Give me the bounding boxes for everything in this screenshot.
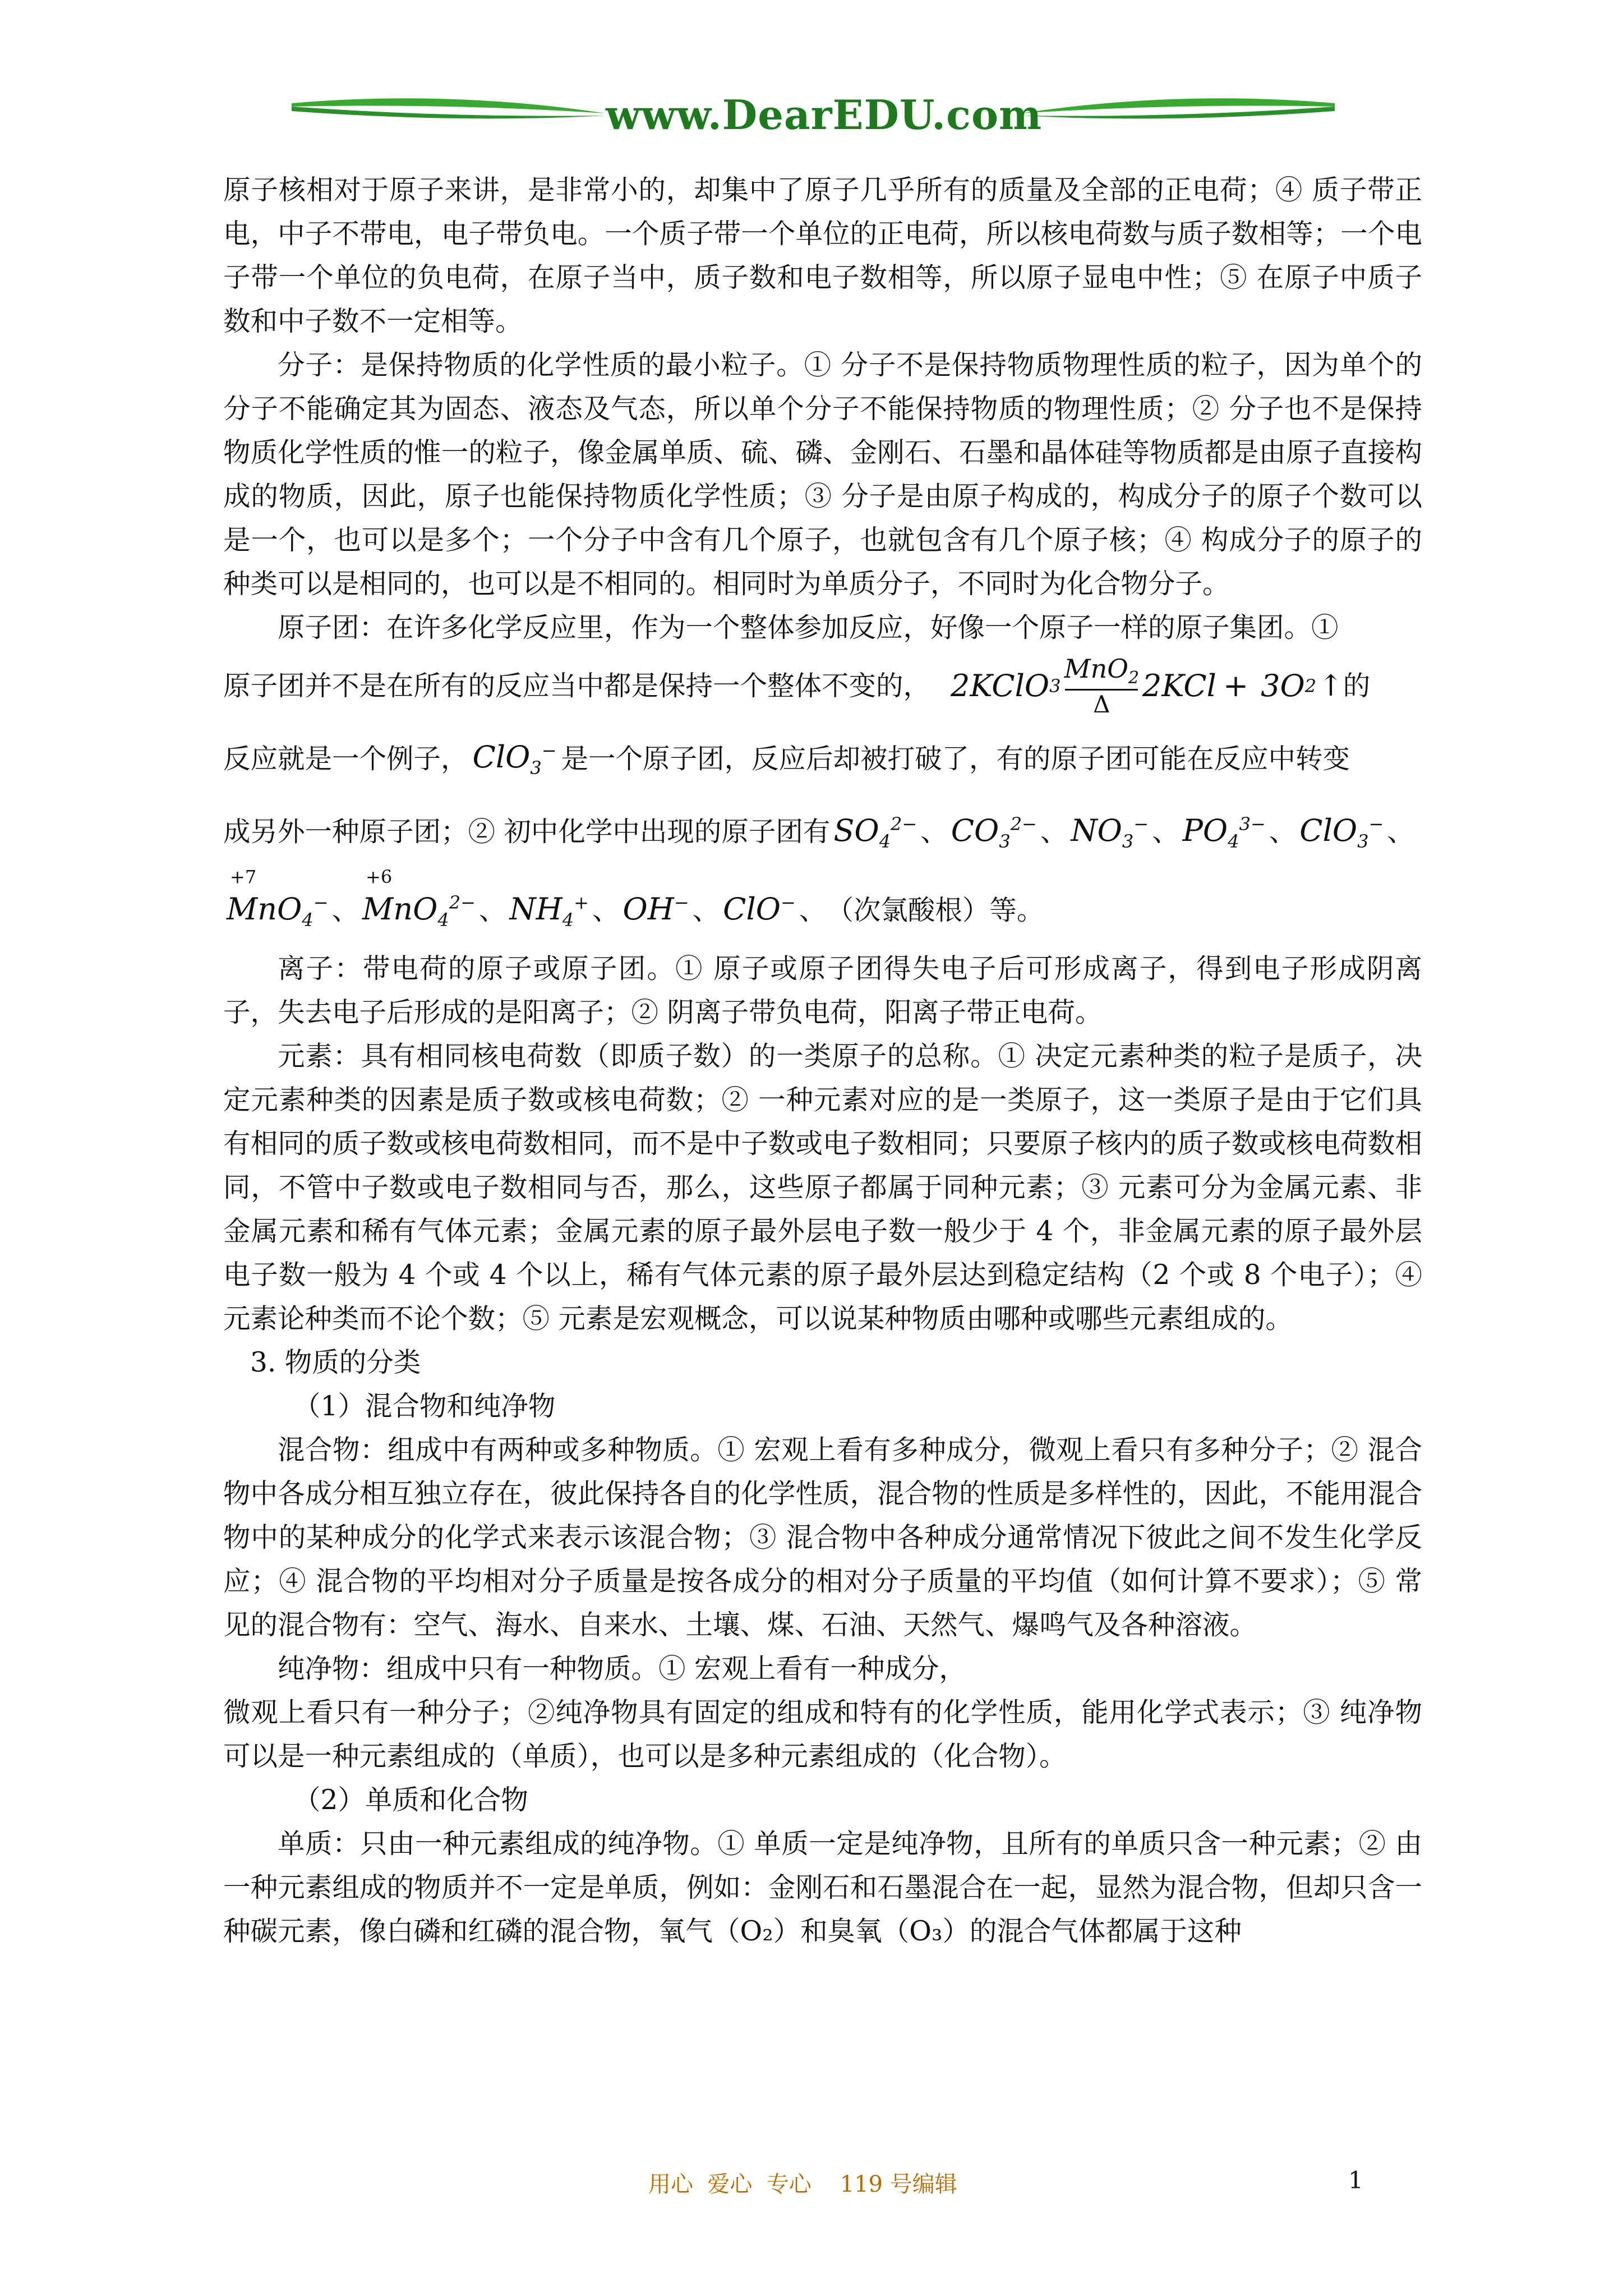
paragraph-radical-intro: 原子团：在许多化学反应里，作为一个整体参加反应，好像一个原子一样的原子集团。①: [278, 612, 1339, 643]
eq-r1-formula: KCl: [1161, 668, 1216, 703]
paragraph-element: 元素：具有相同核电荷数（即质子数）的一类原子的总称。① 决定元素种类的粒子是质子，决定元素种类的因素是质子数或核电荷数；② 一种元素对应的是一类原子，这一类原子是由于它们具有相同的质子数或核电荷数相同，而不是中子数或电子数相同；只要原子核内的质子数或核电荷数相同，不管中子数或电子数相同与否，那么，这些原子都属于同种元素；③ 元素可分为金属元素、非金属元素和稀有气体元素；金属元素的原子最外层电子数一般少于 4 个，非金属元素的原子最外层电子数一般为 4 个或 4 个以上，稀有气体元素的原子最外层达到稳定结构（2 个或 8 个电子）；④ 元素论种类而不论个数；⑤ 元素是宏观概念，可以说某种物质由哪种或哪些元素组成的。: [223, 1041, 1422, 1335]
ion-list-2: [223, 866, 827, 932]
eq-left-coef: 2: [951, 668, 970, 703]
subheading-element-compound: （2）单质和化合物: [293, 1784, 528, 1816]
radical-text-d: 是一个原子团，反应后却被打破了，有的原子团可能在反应中转变: [561, 743, 1350, 775]
ion-list-line-1: [223, 795, 1422, 868]
ion-separator: 、: [799, 895, 827, 926]
ion-list-1: [830, 810, 1414, 854]
paragraph-mixture: 混合物：组成中有两种或多种物质。① 宏观上看有多种成分，微观上看只有多种分子；② 混合物中各成分相互独立存在，彼此保持各自的化学性质，混合物的性质是多样性的，因此，不能用混合物中的某种成分的化学式来表示该混合物；③ 混合物中各种成分通常情况下彼此之间不发生化学反应；④ 混合物的平均相对分子质量是按各成分的相对分子质量的平均值（如何计算不要求）；⑤ 常见的混合物有：空气、海水、自来水、土壤、煤、石油、天然气、爆鸣气及各种溶液。: [223, 1434, 1422, 1641]
ion-formula: +6 MnO$_4^{2-}$: [362, 866, 476, 931]
ion-formula: ClO$_3$−: [1299, 813, 1384, 852]
paragraph-pure-b: 微观上看只有一种分子；②纯净物具有固定的组成和特有的化学性质，能用化学式表示；③ 纯净物可以是一种元素组成的（单质），也可以是多种元素组成的（化合物）。: [223, 1697, 1422, 1772]
hypochlorite-note: （次氯酸根）等。: [826, 895, 1044, 926]
ion-separator: 、: [1387, 816, 1414, 848]
oxidation-state: +6: [366, 866, 393, 887]
ion-formula: $NO_3^-$: [1071, 813, 1149, 852]
gas-arrow-icon: ↑: [1318, 669, 1343, 703]
ion-separator: 、: [1269, 816, 1297, 848]
radical-text-b: 的: [1343, 670, 1371, 702]
radical-text-e: 成另外一种原子团；② 初中化学中出现的原子团有: [223, 816, 831, 848]
eq-plus: +: [1223, 668, 1249, 703]
site-header: [292, 84, 1335, 146]
ion-separator: 、: [920, 816, 948, 848]
paragraph-molecule: 分子：是保持物质的化学性质的最小粒子。① 分子不是保持物质物理性质的粒子，因为单个的分子不能确定其为固态、液态及气态，所以单个分子不能保持物质的物理性质；② 分子也不是保持物质化学性质的惟一的粒子，像金属单质、硫、磷、金刚石、石墨和晶体硅等物质都是由原子直接构成的物质，因此，原子也能保持物质化学性质；③ 分子是由原子构成的，构成分子的原子个数可以是一个，也可以是多个；一个分子中含有几个原子，也就包含有几个原子核；④ 构成分子的原子的种类可以是相同的，也可以是不相同的。相同时为单质分子，不同时为化合物分子。: [223, 349, 1422, 600]
subheading-mixture-pure: （1）混合物和纯净物: [293, 1391, 556, 1422]
ion-formula: $PO_4^{3-}$: [1182, 813, 1266, 852]
paragraph-nucleus: 原子核相对于原子来讲，是非常小的，却集中了原子几乎所有的质量及全部的正电荷；④ 质子带正电，中子不带电，电子带负电。一个质子带一个单位的正电荷，所以核电荷数与质子数相等；一个电子带一个单位的负电荷，在原子当中，质子数和电子数相等，所以原子显电中性；⑤ 在原子中质子数和中子数不一定相等。: [223, 174, 1422, 337]
ion-separator: 、: [692, 895, 720, 926]
site-logo-text[interactable]: www.DearEDU.com: [606, 91, 1043, 139]
ion-formula: $CO_3^{2-}$: [951, 813, 1037, 852]
ion-separator: 、: [1040, 816, 1068, 848]
ion-formula: $NH_4^+$: [509, 891, 589, 931]
catalyst-sub: 2: [1128, 668, 1140, 688]
eq-left-formula: KClO: [970, 668, 1050, 703]
page-footer: [0, 2166, 1623, 2200]
ion-separator: 、: [478, 895, 506, 926]
section-heading-classification: 3. 物质的分类: [250, 1347, 421, 1378]
ion-formula: $SO_4^{2-}$: [833, 813, 917, 852]
radical-text-c: 反应就是一个例子，: [223, 743, 468, 775]
paragraph-ion: 离子：带电荷的原子或原子团。① 原子或原子团得失电子后可形成离子，得到电子形成阴离子，失去电子后形成的是阳离子；② 阴离子带负电荷，阳离子带正电荷。: [223, 953, 1422, 1028]
equation-line: [223, 650, 1422, 723]
eq-r1-coef: 2: [1142, 668, 1162, 703]
ion-formula: OH−: [623, 891, 689, 927]
heat-symbol: Δ: [1093, 691, 1110, 719]
eq-r2-sub: 2: [1304, 675, 1317, 697]
chemical-equation: [951, 653, 1343, 719]
eq-r2-formula: O: [1280, 668, 1305, 703]
ion-separator: 、: [592, 895, 620, 926]
reaction-condition: [1064, 653, 1140, 719]
radical-example-line: [223, 723, 1422, 795]
eq-r2-coef: 3: [1261, 668, 1280, 703]
paragraph-element-substance: 单质：只由一种元素组成的纯净物。① 单质一定是纯净物，且所有的单质只含一种元素；② 由一种元素组成的物质并不一定是单质，例如：金刚石和石墨混合在一起，显然为混合物，但却只含一种碳元素，像白磷和红磷的混合物，氧气（O₂）和臭氧（O₃）的混合气体都属于这种: [223, 1828, 1422, 1947]
ion-separator: 、: [331, 895, 359, 926]
paragraph-pure-a: 纯净物：组成中只有一种物质。① 宏观上看有一种成分，: [278, 1653, 966, 1685]
footer-motto: 用心 爱心 专心 119 号编辑: [648, 2171, 957, 2197]
radical-text-a: 原子团并不是在所有的反应当中都是保持一个整体不变的，: [223, 670, 931, 702]
oxidation-state: +7: [230, 866, 257, 887]
document-body: [223, 168, 1422, 1953]
ion-formula: +7 MnO$_4$−: [227, 866, 329, 931]
catalyst-formula: MnO: [1064, 653, 1128, 684]
page-number: 1: [1348, 2166, 1363, 2194]
ion-separator: 、: [1152, 816, 1179, 848]
ion-list-line-2: [223, 868, 1422, 947]
ion-formula: ClO−: [723, 891, 796, 927]
chlorate-ion: ClO$_3$−: [472, 739, 557, 779]
eq-left-sub: 3: [1049, 675, 1061, 697]
